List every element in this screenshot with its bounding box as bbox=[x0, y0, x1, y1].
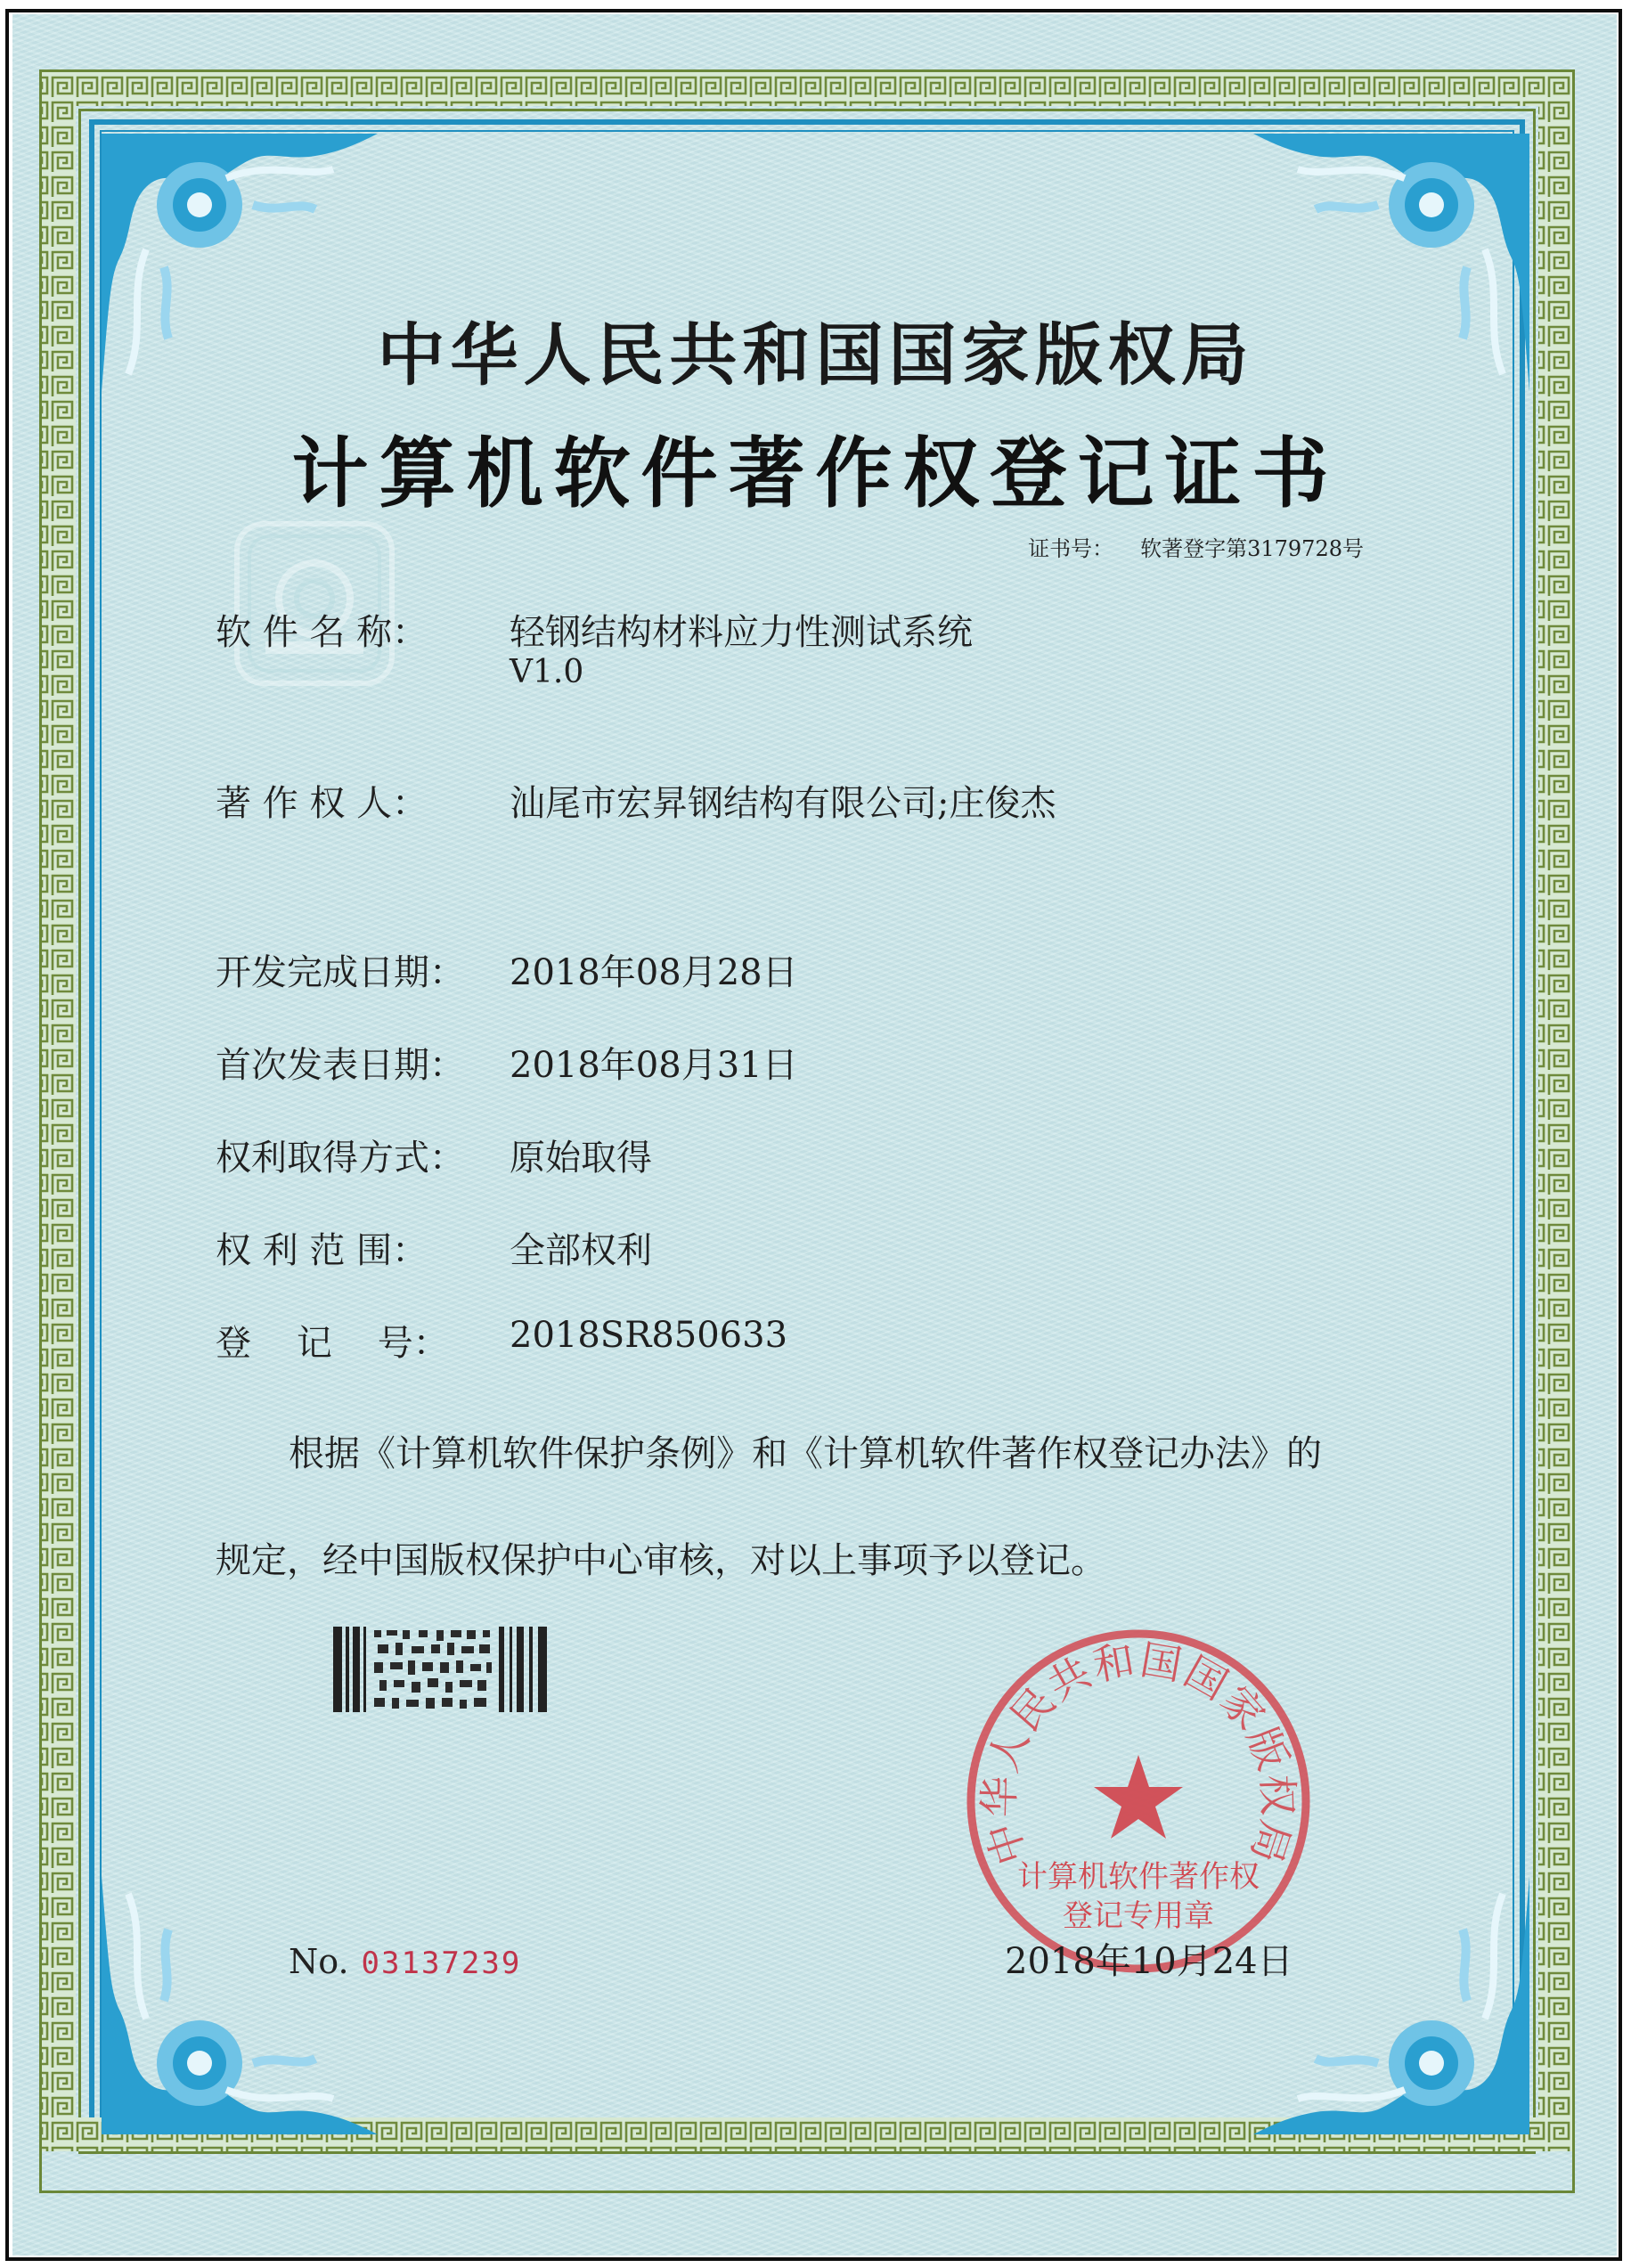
issue-date: 2018年10月24日 bbox=[1005, 1941, 1293, 1982]
field-value: 汕尾市宏昇钢结构有限公司;庄俊杰 bbox=[510, 783, 1056, 824]
legal-statement-line-1: 根据《计算机软件保护条例》和《计算机软件著作权登记办法》的 bbox=[289, 1433, 1322, 1474]
field-copyright-owner bbox=[216, 775, 1056, 826]
official-seal bbox=[960, 1623, 1317, 1979]
serial-label: No. bbox=[289, 1942, 349, 1981]
certificate-number-label: 证书号： bbox=[1028, 536, 1114, 561]
field-completion-date bbox=[216, 944, 798, 995]
field-software-name bbox=[216, 604, 973, 655]
field-label: 首次发表日期： bbox=[216, 1045, 465, 1086]
legal-statement bbox=[216, 1400, 1463, 1614]
field-value: 全部权利 bbox=[510, 1230, 652, 1271]
field-label: 登 记 号： bbox=[216, 1323, 449, 1364]
certificate-title: 计算机软件著作权登记证书 bbox=[291, 428, 1340, 518]
field-value: 2018年08月31日 bbox=[510, 1045, 798, 1086]
serial-value: 03137239 bbox=[361, 1946, 522, 1981]
seal-line-2: 登记专用章 bbox=[1063, 1898, 1214, 1934]
certificate-number-value: 软著登字第3179728号 bbox=[1140, 536, 1364, 561]
field-label: 权 利 范 围： bbox=[216, 1230, 428, 1271]
field-acquisition-method bbox=[216, 1130, 652, 1180]
field-registration-number bbox=[216, 1315, 787, 1366]
seal-ring-text: 中华人民共和国国家版权局 bbox=[975, 1635, 1302, 1871]
barcode-icon bbox=[333, 1627, 561, 1712]
corner-ornament-bottom-left bbox=[93, 1867, 387, 2143]
legal-statement-line-2: 规定，经中国版权保护中心审核，对以上事项予以登记。 bbox=[216, 1540, 1106, 1581]
serial-number bbox=[289, 1942, 521, 1981]
certificate-number bbox=[1028, 531, 1364, 562]
field-label: 软 件 名 称： bbox=[216, 612, 428, 653]
seal-line-1: 计算机软件著作权 bbox=[1017, 1859, 1260, 1895]
issuer-heading: 中华人民共和国国家版权局 bbox=[377, 315, 1254, 395]
svg-text:中华人民共和国国家版权局 bbox=[975, 1636, 1301, 1871]
field-value: 2018SR850633 bbox=[510, 1315, 788, 1356]
software-version: V1.0 bbox=[510, 654, 584, 690]
field-value: 原始取得 bbox=[510, 1138, 652, 1179]
field-value: 轻钢结构材料应力性测试系统 bbox=[510, 612, 973, 653]
field-label: 权利取得方式： bbox=[216, 1138, 465, 1179]
star-icon bbox=[1094, 1755, 1183, 1839]
field-label: 开发完成日期： bbox=[216, 952, 465, 993]
field-value: 2018年08月28日 bbox=[510, 952, 798, 993]
field-publication-date bbox=[216, 1037, 798, 1088]
field-label: 著 作 权 人： bbox=[216, 783, 428, 824]
field-rights-scope bbox=[216, 1222, 652, 1273]
